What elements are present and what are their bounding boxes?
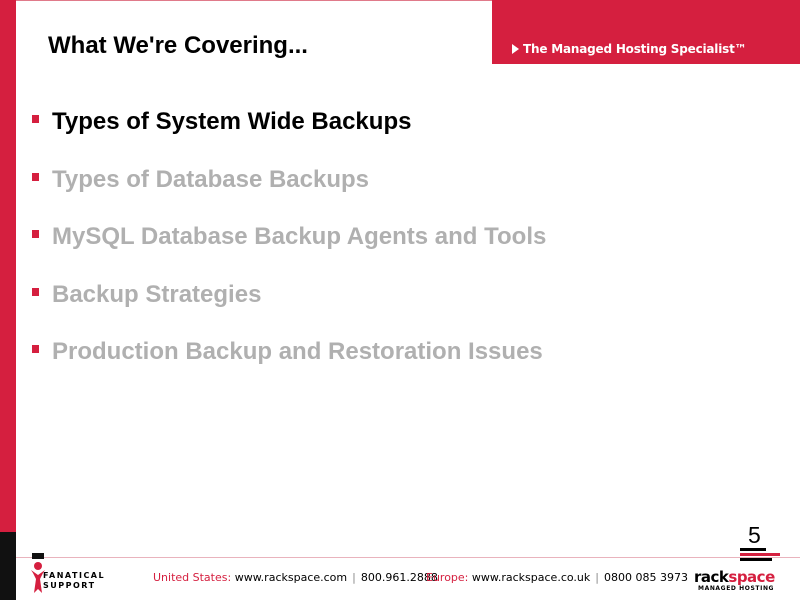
left-accent-bar (0, 0, 16, 532)
rackspace-sub: MANAGED HOSTING (698, 585, 775, 592)
brand-header-box (492, 0, 800, 64)
footer-us-contact: United States: www.rackspace.com | 800.961.2888 (153, 571, 438, 584)
tagline-text: The Managed Hosting Specialist™ (523, 42, 747, 56)
bullet-list (32, 106, 546, 394)
logo-space: space (728, 568, 775, 586)
fanatical-line2: SUPPORT (43, 581, 96, 590)
us-url[interactable]: www.rackspace.com (234, 571, 348, 584)
play-arrow-icon (512, 44, 519, 54)
red-square-bullet-icon (32, 345, 39, 353)
bullet-text: Backup Strategies (52, 280, 262, 308)
eu-phone: 0800 085 3973 (603, 571, 688, 584)
footer-eu-contact: Europe: www.rackspace.co.uk | 0800 085 3973 (426, 571, 688, 584)
left-accent-bar-bottom (0, 532, 16, 600)
bullet-item-mysql-agents (32, 221, 546, 279)
rackspace-logo (694, 568, 775, 586)
bullet-text: MySQL Database Backup Agents and Tools (52, 223, 547, 250)
slide-title: What We're Covering... (48, 32, 308, 59)
red-square-bullet-icon (32, 173, 39, 181)
fanatical-support-text (43, 571, 105, 591)
top-rule (16, 0, 492, 1)
red-square-bullet-icon (32, 230, 39, 238)
rackspace-bars-icon (740, 548, 780, 568)
bullet-item-production-issues (32, 336, 546, 394)
logo-rack: rack (694, 568, 729, 586)
eu-url[interactable]: www.rackspace.co.uk (471, 571, 591, 584)
tagline (512, 42, 746, 56)
bullet-text: Production Backup and Restoration Issues (52, 338, 543, 365)
fanatical-line1: FANATICAL (43, 571, 106, 580)
bullet-item-backup-strategies (32, 279, 546, 337)
page-number: 5 (748, 522, 761, 548)
footer-rule (16, 557, 800, 558)
bullet-text: Types of System Wide Backups (52, 108, 412, 135)
bullet-item-system-backups (32, 106, 546, 164)
bullet-item-database-backups (32, 164, 546, 222)
bullet-text: Types of Database Backups (52, 165, 370, 193)
red-square-bullet-icon (32, 288, 39, 296)
red-square-bullet-icon (32, 115, 39, 123)
eu-label: Europe: (426, 571, 469, 584)
us-phone: 800.961.2888 (360, 571, 438, 584)
us-label: United States: (153, 571, 232, 584)
